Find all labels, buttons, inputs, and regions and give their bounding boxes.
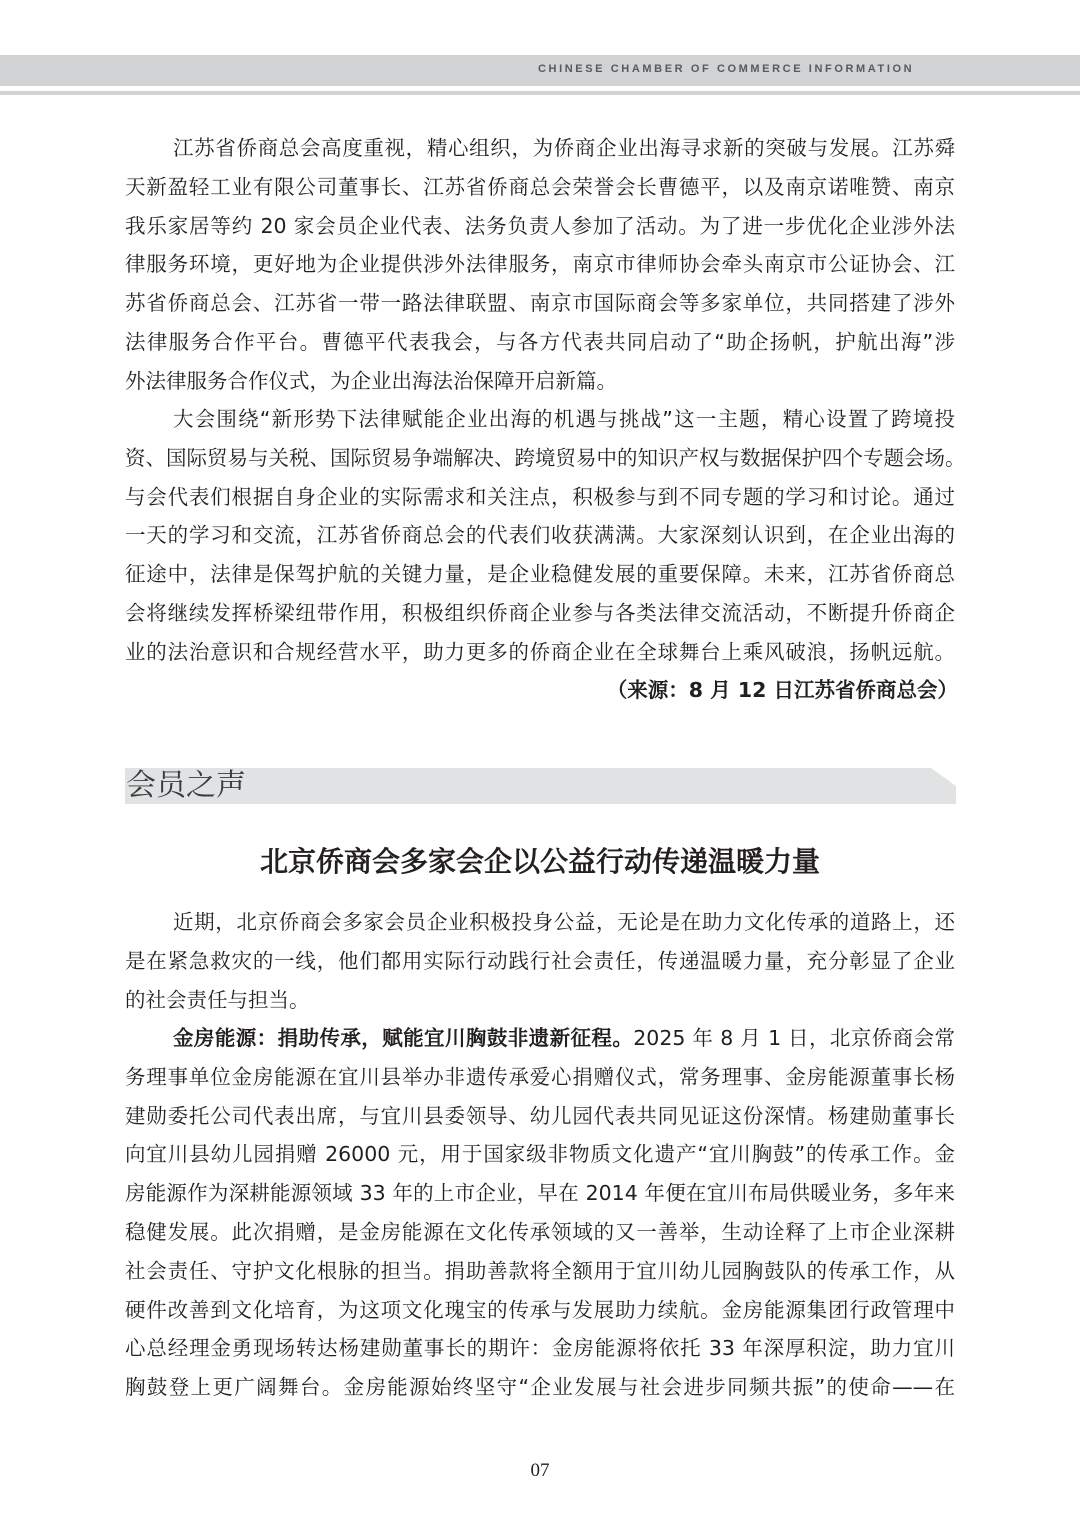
text-line: 心总经理金勇现场转达杨建勋董事长的期许：金房能源将依托 33 年深厚积淀，助力宜川 <box>125 1336 955 1361</box>
text-line: 大会围绕“新形势下法律赋能企业出海的机遇与挑战”这一主题，精心设置了跨境投 <box>173 407 955 431</box>
article1-paragraph-1 <box>125 129 955 401</box>
text-line: 律服务环境，更好地为企业提供涉外法律服务，南京市律师协会牵头南京市公证协会、江 <box>125 252 955 277</box>
text-line: 资、国际贸易与关税、国际贸易争端解决、跨境贸易中的知识产权与数据保护四个专题会场。 <box>125 445 966 470</box>
item-first-line-text: 2025 年 8 月 1 日，北京侨商会常 <box>633 1026 955 1050</box>
text-line <box>125 1019 955 1058</box>
text-line: 建勋委托公司代表出席，与宜川县委领导、幼儿园代表共同见证这份深情。杨建勋董事长 <box>125 1103 955 1128</box>
article2-title: 北京侨商会多家会企以公益行动传递温暖力量 <box>259 845 820 878</box>
text-line: 稳健发展。此次捐赠，是金房能源在文化传承领域的又一善举，生动诠释了上市企业深耕 <box>125 1219 955 1244</box>
text-line: 天新盈轻工业有限公司董事长、江苏省侨商总会荣誉会长曹德平，以及南京诺唯赞、南京 <box>125 174 955 199</box>
item-heading: 金房能源：捐助传承，赋能宜川胸鼓非遗新征程。 <box>173 1026 634 1050</box>
article1-source: （来源：8 月 12 日江苏省侨商总会） <box>606 678 958 702</box>
header-divider <box>0 91 1080 95</box>
text-line: 法律服务合作平台。曹德平代表我会，与各方代表共同启动了“助企扬帆，护航出海”涉 <box>125 329 955 354</box>
text-line: 会将继续发挥桥梁纽带作用，积极组织侨商企业参与各类法律交流活动，不断提升侨商企 <box>125 600 955 625</box>
running-header-title: CHINESE CHAMBER OF COMMERCE INFORMATION <box>538 63 915 75</box>
text-line: 房能源作为深耕能源领域 33 年的上市企业，早在 2014 年便在宜川布局供暖业务，多年来 <box>125 1181 955 1206</box>
article2-intro-paragraph <box>125 903 955 1019</box>
text-line: 胸鼓登上更广阔舞台。金房能源始终坚守“企业发展与社会进步同频共振”的使命——在 <box>125 1375 955 1400</box>
text-line: 硬件改善到文化培育，为这项文化瑰宝的传承与发展助力续航。金房能源集团行政管理中 <box>125 1297 955 1322</box>
text-line: 业的法治意识和合规经营水平，助力更多的侨商企业在全球舞台上乘风破浪，扬帆远航。 <box>125 639 955 664</box>
text-line: 务理事单位金房能源在宜川县举办非遗传承爱心捐赠仪式，常务理事、金房能源董事长杨 <box>125 1064 955 1089</box>
text-line: 与会代表们根据自身企业的实际需求和关注点，积极参与到不同专题的学习和讨论。通过 <box>125 484 955 509</box>
article2-item-paragraph <box>125 1019 955 1407</box>
text-line: 征途中，法律是保驾护航的关键力量，是企业稳健发展的重要保障。未来，江苏省侨商总 <box>125 562 955 587</box>
section-header-title: 会员之声 <box>126 768 246 803</box>
text-line: 苏省侨商总会、江苏省一带一路法律联盟、南京市国际商会等多家单位，共同搭建了涉外 <box>125 291 955 316</box>
article1-paragraph-2 <box>125 400 966 672</box>
text-line: 的社会责任与担当。 <box>125 987 310 1012</box>
section-header-bar <box>125 768 956 804</box>
page-number: 07 <box>530 1460 550 1481</box>
text-line: 江苏省侨商总会高度重视，精心组织，为侨商企业出海寻求新的突破与发展。江苏舜 <box>173 136 955 160</box>
text-line: 向宜川县幼儿园捐赠 26000 元，用于国家级非物质文化遗产“宜川胸鼓”的传承工作。金 <box>125 1142 955 1167</box>
text-line: 我乐家居等约 20 家会员企业代表、法务负责人参加了活动。为了进一步优化企业涉外法 <box>125 213 955 238</box>
text-line: 是在紧急救灾的一线，他们都用实际行动践行社会责任，传递温暖力量，充分彰显了企业 <box>125 948 955 973</box>
text-line: 社会责任、守护文化根脉的担当。捐助善款将全额用于宜川幼儿园胸鼓队的传承工作，从 <box>125 1258 955 1283</box>
text-line: 近期，北京侨商会多家会员企业积极投身公益，无论是在助力文化传承的道路上，还 <box>173 910 955 934</box>
text-line: 外法律服务合作仪式，为企业出海法治保障开启新篇。 <box>125 368 617 393</box>
text-line: 一天的学习和交流，江苏省侨商总会的代表们收获满满。大家深刻认识到，在企业出海的 <box>125 523 955 548</box>
